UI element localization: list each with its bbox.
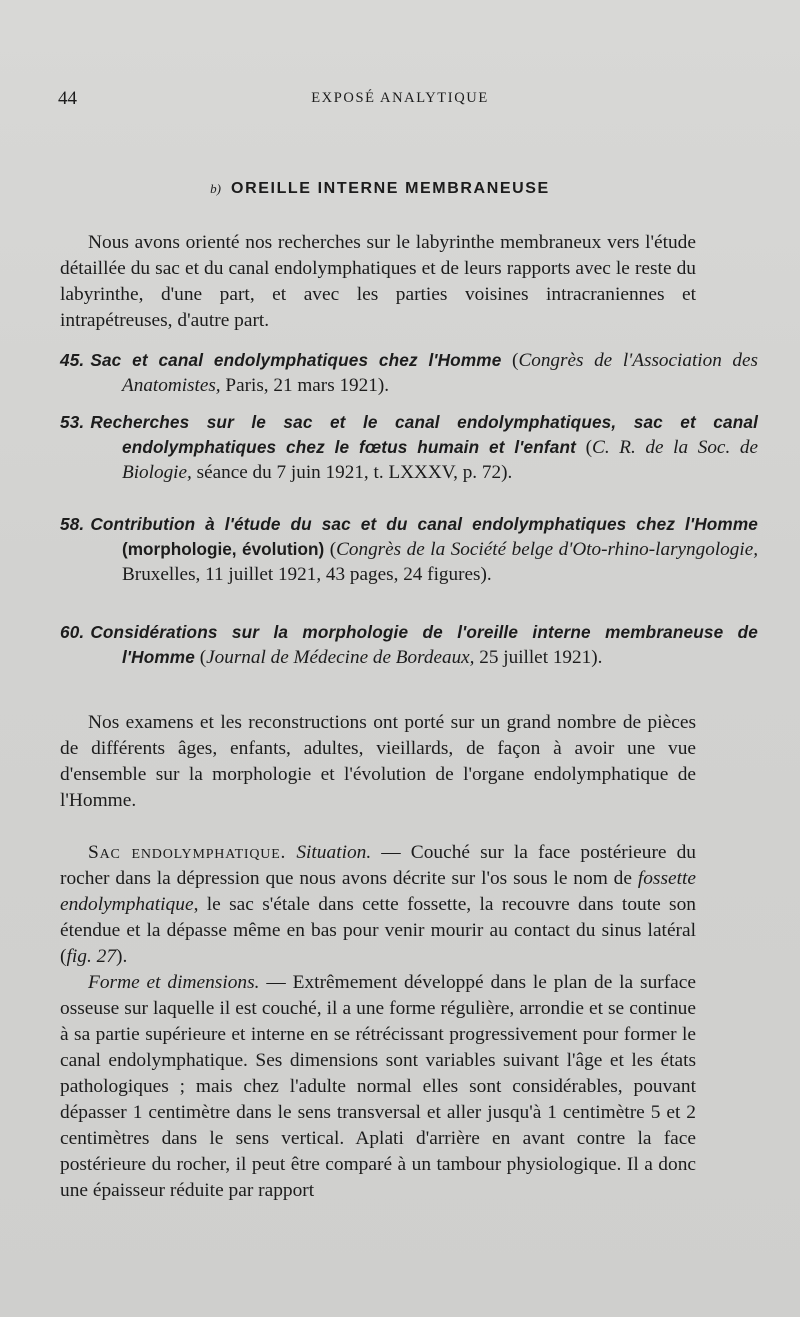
reference-number: 53.	[60, 412, 85, 432]
reference-title: Sac et canal endolymphatiques chez l'Homme	[90, 350, 502, 370]
reference-title: Considérations sur la morphologie de l'oreille interne membraneuse de l'Homme	[90, 622, 758, 667]
reference-source: Congrès de l'Association des Anatomistes,	[122, 350, 758, 396]
reference-number: 58.	[60, 514, 85, 534]
forme-paragraph	[60, 970, 696, 1204]
section-heading	[0, 180, 760, 198]
reference-53	[60, 410, 758, 485]
situation-text-3: ).	[116, 946, 128, 967]
reference-number: 60.	[60, 622, 85, 642]
situation-paragraph	[60, 840, 696, 970]
page-number: 44	[58, 88, 77, 109]
reference-title: Recherches sur le sac et le canal endolymphatiques, sac et canal endolymphatiques chez le fœtus humain et l'enfant	[90, 412, 758, 457]
subhead-forme: Forme et dimensions.	[88, 972, 260, 993]
subhead-situation: Situation.	[296, 842, 372, 863]
reference-source-details: 25 juillet 1921).	[474, 647, 603, 668]
reference-45	[60, 348, 758, 398]
running-title: EXPOSÉ ANALYTIQUE	[311, 90, 489, 106]
reference-source-details: séance du 7 juin 1921, t. LXXXV, p. 72).	[191, 462, 513, 483]
reference-source-open: (	[194, 647, 207, 668]
term-fossette: fossette endolymphatique	[60, 868, 696, 915]
examens-paragraph: Nos examens et les reconstructions ont porté sur un grand nombre de pièces de différents âges, enfants, adultes, vieillards, de façon à avoir une vue d'ensemble sur la morphologie et l'évolution de l'organe endolymphatique de l'Homme.	[60, 712, 696, 811]
reference-subtitle: (morphologie, évolution)	[122, 539, 325, 559]
reference-number: 45.	[60, 350, 85, 370]
reference-source: Journal de Médecine de Bordeaux,	[206, 647, 475, 668]
reference-source-open: (	[585, 437, 593, 458]
section-marker: b)	[210, 181, 221, 196]
reference-source-open: (	[512, 350, 519, 371]
reference-58	[60, 512, 758, 587]
figure-reference: fig. 27	[66, 946, 117, 967]
reference-title: Contribution à l'étude du sac et du canal endolymphatiques chez l'Homme	[90, 514, 758, 534]
reference-source-open: (	[324, 539, 337, 560]
reference-60	[60, 620, 758, 670]
section-lead: Sac endolymphatique.	[88, 842, 287, 863]
reference-source-details: Bruxelles, 11 juillet 1921, 43 pages, 24 figures).	[122, 564, 492, 585]
section-title: OREILLE INTERNE MEMBRANEUSE	[231, 180, 550, 197]
forme-text: — Extrêmement développé dans le plan de la surface osseuse sur laquelle il est couché, il a une forme régulière, arrondie et se continue à sa partie supérieure et interne en se rétrécissant progressivement pour former le canal endolymphatique. Ses dimensions sont variables suivant l'âge et les états pathologiques ; mais chez l'adulte normal elles sont considérables, pouvant dépasser 1 centimètre dans le sens transversal et aller jusqu'à 1 centimètre 5 et 2 centimètres dans le sens vertical. Aplati d'arrière en avant contre la face postérieure du rocher, il peut être comparé à un tambour physiologique. Il a donc une épaisseur réduite par rapport	[60, 972, 696, 1201]
situation-text-2: , le sac s'étale dans cette fossette, la recouvre dans toute son étendue et la dépasse même en bas pour venir mourir au contact du sinus latéral (	[60, 894, 696, 967]
reference-source: Congrès de la Société belge d'Oto-rhino-laryngologie,	[336, 539, 759, 560]
reference-source: C. R. de la Soc. de Biologie,	[122, 437, 758, 483]
reference-source-details: Paris, 21 mars 1921).	[220, 375, 390, 396]
situation-text-1: — Couché sur la face postérieure du rocher dans la dépression que nous avons décrite sur l'os sous le nom de	[60, 842, 696, 889]
intro-paragraph: Nous avons orienté nos recherches sur le labyrinthe membraneux vers l'étude détaillée du sac et du canal endolymphatiques et de leurs rapports avec le reste du labyrinthe, d'une part, et avec les parties voisines intracraniennes et intrapétreuses, d'autre part.	[60, 232, 696, 331]
